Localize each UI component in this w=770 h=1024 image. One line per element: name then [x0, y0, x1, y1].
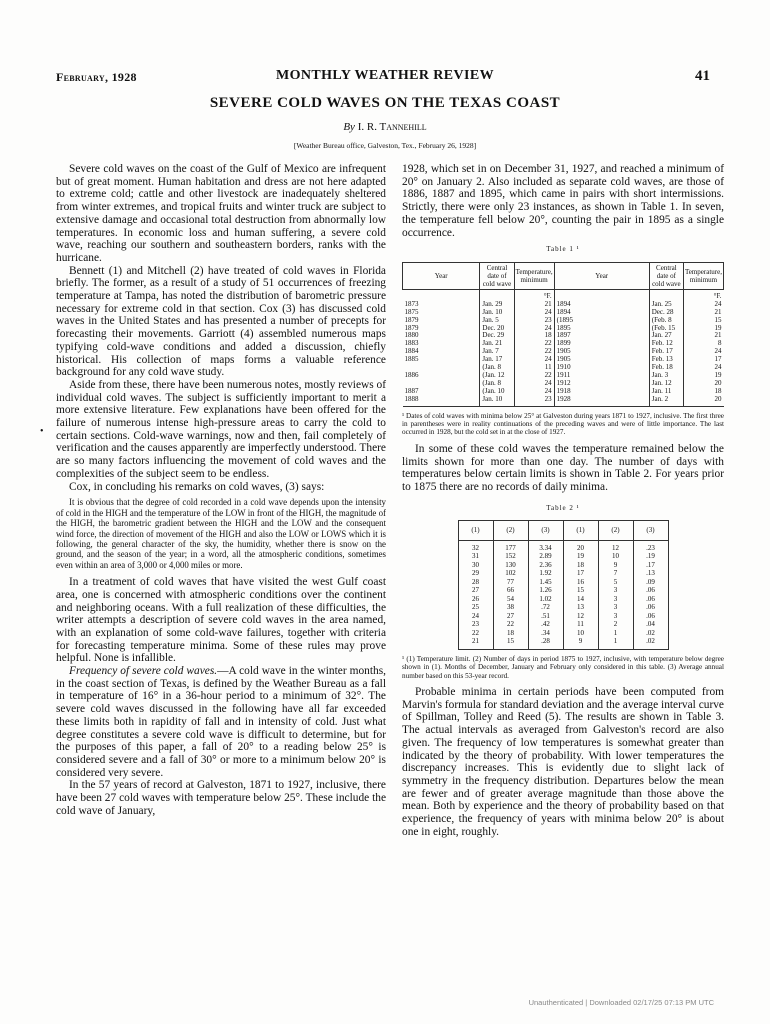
table2-cell: 23 — [458, 620, 493, 629]
table2-cell: 3 — [598, 586, 633, 595]
table2-cell: 2.36 — [528, 561, 563, 570]
page-number: 41 — [695, 68, 710, 84]
table1-header: Temperature, minimum — [683, 262, 723, 289]
table1-cell: (Feb. 15 — [649, 325, 683, 333]
table2-cell: 7 — [598, 569, 633, 578]
table1-cell: 19 — [683, 325, 723, 333]
table1-cell: Jan. 25 — [649, 301, 683, 309]
table2-cell: 29 — [458, 569, 493, 578]
table2-cell: 152 — [493, 552, 528, 561]
table2-cell: .34 — [528, 629, 563, 638]
table2-cell: .06 — [633, 612, 668, 621]
table2-cell: 2 — [598, 620, 633, 629]
table1-cell: 1905 — [554, 356, 649, 364]
table2-row — [458, 578, 668, 587]
table1-cell: 20 — [683, 380, 723, 388]
table1-cell: Jan. 27 — [649, 332, 683, 340]
paragraph: 1928, which set in on December 31, 1927, and reached a minimum of 20° on January 2. Also included as separate cold waves, are those of 1886, 1887 and 1895, which came in pairs with short intermissions. Strictly, there were only 23 instances, as shown in Table 1. In seven, the temperature fell below 20°, counting the pair in 1895 as a single occurrence. — [402, 163, 724, 239]
table1-header: Temperature, minimum — [514, 262, 554, 289]
table2-footnote: ¹ (1) Temperature limit. (2) Number of days in period 1875 to 1927, inclusive, with temperature below degree shown in (1). Months of December, January and February only considered in this table. (3) Average annual number based on this 53-year record. — [402, 654, 724, 680]
table2-row — [458, 552, 668, 561]
table2-cell: 130 — [493, 561, 528, 570]
table2-cell: .06 — [633, 603, 668, 612]
table2-cell: 12 — [563, 612, 598, 621]
table1-cell: 19 — [683, 372, 723, 380]
paragraph — [56, 665, 386, 779]
table1-cell: Jan. 29 — [480, 301, 514, 309]
table1-cell: 23 — [514, 396, 554, 406]
table1-cell: 22 — [514, 348, 554, 356]
table2-cell: .06 — [633, 586, 668, 595]
table1-cell: 24 — [683, 301, 723, 309]
journal-title: MONTHLY WEATHER REVIEW — [275, 68, 495, 83]
paragraph: Aside from these, there have been numerous notes, mostly reviews of individual cold waves. The subject is sufficiently important to merit a more extensive literature. Few explanations have been offered for the failure of numerous intense high-pressure areas to carry the cold to certain sections. Cold-wave warnings, now and then, fail completely of verification and the causes apparently are imperfectly understood. There are so many factors influencing the movement of cold waves and the complexities of the subject seem to be endless. — [56, 378, 386, 480]
table2-cell: 32 — [458, 540, 493, 552]
table2-cell: 1.45 — [528, 578, 563, 587]
table2-cell: .06 — [633, 595, 668, 604]
table1-unit: °F. — [514, 289, 554, 300]
table1-cell: (Jan. 12 — [480, 372, 514, 380]
table2-cell: 17 — [563, 569, 598, 578]
block-quote: It is obvious that the degree of cold recorded in a cold wave depends upon the intensity of cold in the HIGH and the temperature of the LOW in front of the HIGH, the magnitude of the HIGH, the barometric gradient between the HIGH and the LOW and the consequent wind force, the direction of movement of the HIGH and also the LOW or LOWS which it is following, the general character of the sky, the humidity, whether there is snow on the ground, and the season of the year; in a word, all the atmospheric conditions, sometimes even within an area of 3,000 or 4,000 miles or more. — [56, 497, 386, 570]
table2-cell: .02 — [633, 629, 668, 638]
table2-cell: 18 — [493, 629, 528, 638]
table1-footnote: ¹ Dates of cold waves with minima below 25° at Galveston during years 1871 to 1927, inclusive. The first three in parentheses were in reality continuations of the preceding waves and were of little importance. The last occurred in 1928, but the cold set in at the close of 1927. — [402, 411, 724, 437]
table1-cell: 1905 — [554, 348, 649, 356]
table2-cell: 28 — [458, 578, 493, 587]
table2-cell: 15 — [563, 586, 598, 595]
table1-cell: 1894 — [554, 301, 649, 309]
table2-cell: 1.92 — [528, 569, 563, 578]
table2-body — [458, 540, 668, 649]
table2-cell: .23 — [633, 540, 668, 552]
table2-cell: 54 — [493, 595, 528, 604]
table2-cell: 5 — [598, 578, 633, 587]
table2-cell: 18 — [563, 561, 598, 570]
table1-cell: 1928 — [554, 396, 649, 406]
author-name: I. R. Tannehill — [357, 121, 427, 133]
table1-cell: Feb. 17 — [649, 348, 683, 356]
table1-cell: 18 — [514, 332, 554, 340]
table2-cell: 22 — [458, 629, 493, 638]
table1-cell: 1910 — [554, 364, 649, 372]
table2-cell: 12 — [598, 540, 633, 552]
table1-cell: Dec. 20 — [480, 325, 514, 333]
table1-cell: 1897 — [554, 332, 649, 340]
table1-cell: 1879 — [404, 323, 419, 332]
table2-cell: 1 — [598, 637, 633, 649]
download-watermark: Unauthenticated | Downloaded 02/17/25 07:13 PM UTC — [528, 998, 714, 1007]
table1-cell: 24 — [683, 348, 723, 356]
article-title: SEVERE COLD WAVES ON THE TEXAS COAST — [209, 95, 561, 111]
table1-cell: Feb. 13 — [649, 356, 683, 364]
table1-cell: 22 — [514, 372, 554, 380]
table1-cell: 1887 — [404, 386, 419, 395]
table1-cell: (1895 — [554, 317, 649, 325]
table1-cell: 1895 — [554, 325, 649, 333]
table2-cell: 14 — [563, 595, 598, 604]
table1-cell: 1880 — [404, 331, 419, 340]
table2-row — [458, 612, 668, 621]
table1-cell: Jan. 2 — [649, 396, 683, 406]
table2-cell: 31 — [458, 552, 493, 561]
table2-cell: 16 — [563, 578, 598, 587]
table1-header: Central date of cold wave — [649, 262, 683, 289]
table1-cell: 22 — [514, 340, 554, 348]
table1-cell: 18 — [683, 388, 723, 396]
table1-cell: (Jan. 10 — [480, 388, 514, 396]
table1-cell: Dec. 29 — [480, 332, 514, 340]
table2-cell: 9 — [598, 561, 633, 570]
byline-prefix: By — [343, 121, 355, 133]
table2-cell: 19 — [563, 552, 598, 561]
table2-cell: 177 — [493, 540, 528, 552]
table1-cell: Jan. 5 — [480, 317, 514, 325]
table2-row — [458, 637, 668, 649]
paragraph-text: —A cold wave in the winter months, in the coast section of Texas, is defined by the Weather Bureau as a fall in temperature of 16° in a 36-hour period to a minimum of 32°. The severe cold waves discussed in the following have all far exceeded these limits both in rapidity of fall and in intensity of cold. Just what degree constitutes a severe cold wave is difficult to determine, but for the purposes of this paper, a fall of 20° to a reading below 25° is considered severe and a fall of 30° or more to a minimum below 20° is considered very severe. — [56, 665, 387, 779]
table2-cell: .72 — [528, 603, 563, 612]
table2-cell: 21 — [458, 637, 493, 649]
table1-row — [403, 396, 724, 406]
table2-header: (2) — [493, 521, 528, 541]
table1-cell: 24 — [514, 309, 554, 317]
table1-cell: Jan. 21 — [480, 340, 514, 348]
table2-caption: Table 2 ¹ — [546, 503, 580, 512]
table1-cell: 1883 — [404, 339, 419, 348]
table2-cell: 38 — [493, 603, 528, 612]
table2-cell: .28 — [528, 637, 563, 649]
table1-cell: Jan. 12 — [649, 380, 683, 388]
header-date: February, 1928 — [56, 70, 137, 84]
table2-cell: 102 — [493, 569, 528, 578]
table1-cell: Jan. 11 — [649, 388, 683, 396]
table2-cell: .09 — [633, 578, 668, 587]
table2-cell: 10 — [563, 629, 598, 638]
paragraph: Probable minima in certain periods have been computed from Marvin's formula for standard deviation and the average interval curve of Spillman, Tolley and Reed (5). The results are shown in Table 3. The actual intervals as averaged from Galveston's record are also given. The frequency of low temperatures is somewhat greater than indicated by the theory of probability. With lower temperatures the discrepancy increases. This is evidently due to slight lack of symmetry in the frequency distribution. Departures below the mean are fewer and of greater average magnitude than those above the mean. Both by experience and the theory of probability based on that experience, the frequency of years with minima below 20° is about one in eight, roughly. — [402, 686, 724, 838]
table2-cell: 11 — [563, 620, 598, 629]
section-heading: Frequency of severe cold waves. — [69, 665, 218, 678]
table2-header: (1) — [458, 521, 493, 541]
table1-header: Year — [403, 262, 480, 289]
margin-mark: • — [40, 426, 44, 437]
table1-cell: 23 — [514, 317, 554, 325]
table2-cell: .13 — [633, 569, 668, 578]
table1-cell: 20 — [683, 396, 723, 406]
table1-cell: 1912 — [554, 380, 649, 388]
table2-cell: 77 — [493, 578, 528, 587]
paragraph: Cox, in concluding his remarks on cold waves, (3) says: — [69, 480, 325, 493]
table2-cell: 2.89 — [528, 552, 563, 561]
table1-cell: 21 — [683, 309, 723, 317]
table1-cell: 21 — [683, 332, 723, 340]
table1-cell: 1886 — [404, 370, 419, 379]
table1-cell: 1875 — [404, 307, 419, 316]
table1-cell: 21 — [514, 301, 554, 309]
table1-cell: 24 — [514, 356, 554, 364]
table1-body — [403, 289, 724, 406]
table2-cell: 3 — [598, 603, 633, 612]
table1-cell: 1879 — [404, 315, 419, 324]
table1-cell: 1894 — [554, 309, 649, 317]
table2-header: (3) — [528, 521, 563, 541]
table1-cell: 1911 — [554, 372, 649, 380]
table1-cell: Dec. 28 — [649, 309, 683, 317]
table2-cell: 3 — [598, 595, 633, 604]
table2-cell: 10 — [598, 552, 633, 561]
table1-cell: 24 — [514, 325, 554, 333]
right-column — [402, 163, 724, 839]
table1-cell: 1888 — [403, 396, 480, 406]
running-header — [0, 70, 770, 90]
table2-cell: 27 — [493, 612, 528, 621]
paragraph: In the 57 years of record at Galveston, 1871 to 1927, inclusive, there have been 27 cold waves with temperature below 25°. These include the cold wave of January, — [56, 779, 386, 817]
table1-cell: 1873 — [404, 299, 419, 308]
table2-cell: 1 — [598, 629, 633, 638]
table1-cell: 24 — [683, 364, 723, 372]
table1-cell: 11 — [514, 364, 554, 372]
table2-cell: 1.26 — [528, 586, 563, 595]
table1-cell: 1884 — [404, 347, 419, 356]
table1-cell: (Feb. 8 — [649, 317, 683, 325]
table2-cell: 24 — [458, 612, 493, 621]
table2-cell: 3.34 — [528, 540, 563, 552]
table2-row — [458, 586, 668, 595]
table1-cell: 17 — [683, 356, 723, 364]
byline — [0, 121, 770, 133]
table2-header: (2) — [598, 521, 633, 541]
table1-cell: Jan. 10 — [480, 309, 514, 317]
table2-cell: .42 — [528, 620, 563, 629]
paragraph: Bennett (1) and Mitchell (2) have treated of cold waves in Florida briefly. The former, as a result of a study of 51 occurrences of freezing temperature at Tampa, has noted the distribution of barometric pressure necessary for extreme cold in that section. Cox (3) has discussed cold waves in the United States and has presented a number of precepts for forecasting their movements. Garriott (4) assembled numerous maps typifying cold-wave conditions and added a discussion, chiefly historical. His collection of maps forms a valuable reference background for any cold wave study. — [56, 264, 386, 379]
table2-cell: .51 — [528, 612, 563, 621]
table2-cell: .19 — [633, 552, 668, 561]
table2-row — [458, 629, 668, 638]
table1-unit: °F. — [683, 289, 723, 300]
left-column — [56, 163, 386, 817]
table2-row — [458, 569, 668, 578]
table2-row — [458, 603, 668, 612]
table2-row — [458, 540, 668, 552]
table2-cell: 27 — [458, 586, 493, 595]
table1-header: Central date of cold wave — [480, 262, 514, 289]
table2-cell: .04 — [633, 620, 668, 629]
table1 — [402, 262, 724, 407]
table2-cell: 25 — [458, 603, 493, 612]
table1-cell: (Jan. 8 — [480, 380, 514, 388]
affiliation: [Weather Bureau office, Galveston, Tex., February 26, 1928] — [293, 141, 477, 150]
table1-cell: 15 — [683, 317, 723, 325]
table2-cell: 20 — [563, 540, 598, 552]
table2-cell: 26 — [458, 595, 493, 604]
table1-cell: 1918 — [554, 388, 649, 396]
table2 — [458, 520, 669, 650]
table2-row — [458, 595, 668, 604]
table2-row — [458, 561, 668, 570]
table2-cell: 1.02 — [528, 595, 563, 604]
table1-cell: Jan. 10 — [480, 396, 514, 406]
table1-caption: Table 1 ¹ — [546, 245, 580, 254]
table2-cell: 3 — [598, 612, 633, 621]
table1-cell: 24 — [514, 388, 554, 396]
paragraph: Severe cold waves on the coast of the Gulf of Mexico are infrequent but of great moment. Human habitation and dress are not here adapted to extreme cold; cattle and other livestock are inadequately sheltered from winter extremes, and tropical fruits and winter truck are subject to extensive damage and occasional total destruction from abnormally low temperatures. In economic loss and human suffering, a severe cold wave, reaching our southern and southeastern borders, ranks with the hurricane. — [56, 163, 386, 264]
table2-cell: 22 — [493, 620, 528, 629]
table1-cell: 1885 — [404, 355, 419, 364]
table2-header: (3) — [633, 521, 668, 541]
table2-header: (1) — [563, 521, 598, 541]
table1-header: Year — [554, 262, 649, 289]
table2-cell: 15 — [493, 637, 528, 649]
table1-cell: 24 — [514, 380, 554, 388]
table1-cell: Jan. 17 — [480, 356, 514, 364]
table1-cell: (Jan. 8 — [480, 364, 514, 372]
paragraph: In some of these cold waves the temperature remained below the limits shown for more than one day. The number of days with temperatures below certain limits is shown in Table 2. For years prior to 1875 there are no records of daily minima. — [402, 442, 724, 493]
table2-cell: 30 — [458, 561, 493, 570]
table1-cell: Feb. 12 — [649, 340, 683, 348]
paragraph: In a treatment of cold waves that have visited the west Gulf coast area, one is concerned with atmospheric conditions over the continent and neighboring oceans. With a full realization of these difficulties, the writer attempts a description of severe cold waves in the area named, with an explanation of some cold-wave failures, together with criteria for forecasting temperature minima. Some of these rules may prove helpful. None is infallible. — [56, 576, 386, 665]
table1-cell: 1899 — [554, 340, 649, 348]
table1-cell: Feb. 18 — [649, 364, 683, 372]
table1-cell: Jan. 7 — [480, 348, 514, 356]
table2-cell: 66 — [493, 586, 528, 595]
table2-cell: .17 — [633, 561, 668, 570]
table2-cell: .02 — [633, 637, 668, 649]
table1-cell: Jan. 3 — [649, 372, 683, 380]
table2-cell: 9 — [563, 637, 598, 649]
table2-cell: 13 — [563, 603, 598, 612]
table2-row — [458, 620, 668, 629]
table1-cell: 8 — [683, 340, 723, 348]
